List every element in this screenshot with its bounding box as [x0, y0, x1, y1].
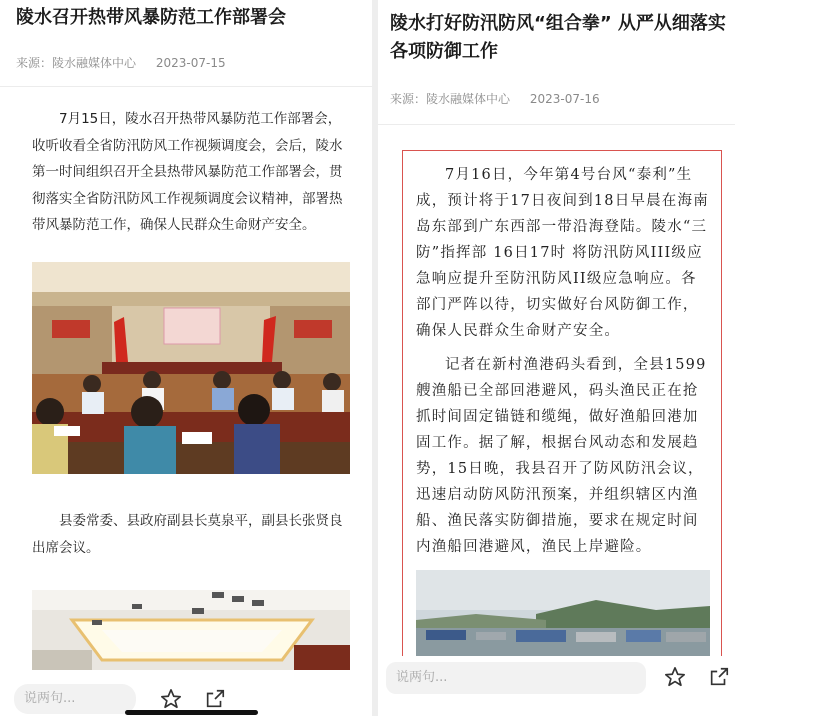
right-article-date: 2023-07-16	[529, 92, 600, 106]
left-article-meta	[16, 54, 242, 71]
right-bottom-bar	[378, 656, 735, 716]
right-article-panel	[378, 0, 735, 716]
meeting-photo	[32, 262, 350, 474]
right-article-source: 来源：陵水融媒体中心	[390, 92, 511, 106]
star-icon[interactable]	[664, 666, 686, 688]
left-paragraph-1: 7月15日，陵水召开热带风暴防范工作部署会，收听收看全省防汛防风工作视频调度会，会后，陵水第一时间组织召开全县热带风暴防范工作部署会，贯彻落实全省防汛防风工作视频调度会议精神，部署热带风暴防范工作，确保人民群众生命财产安全。	[32, 111, 343, 233]
right-article-title: 陵水打好防汛防风“组合拳” 从严从细落实各项防御工作	[390, 13, 726, 62]
harbour-photo	[416, 570, 710, 656]
right-paragraph-2: 记者在新村渔港码头看到，全县1599艘渔船已全部回港避风，码头渔民正在抢抓时间固定锚链和缆绳，做好渔船回港加固工作。据了解，根据台风动态和发展趋势，15日晚，我县召开了防风防汛会议，迅速启动防风防汛预案，并组织辖区内渔船、渔民落实防御措施，要求在规定时间内渔船回港避风，渔民上岸避险。	[416, 357, 707, 555]
share-icon[interactable]	[708, 666, 730, 688]
left-article-title: 陵水召开热带风暴防范工作部署会	[16, 7, 286, 28]
left-article-source: 来源：陵水融媒体中心	[16, 56, 137, 70]
left-divider	[0, 86, 372, 87]
home-indicator[interactable]	[125, 710, 258, 715]
left-comment-input[interactable]: 说两句...	[14, 684, 136, 714]
meeting-room-photo	[32, 590, 350, 680]
share-icon[interactable]	[204, 688, 226, 710]
right-comment-input[interactable]: 说两句...	[386, 662, 646, 694]
right-divider	[378, 124, 735, 125]
left-paragraph-2: 县委常委、县政府副县长莫泉平，副县长张贤良出席会议。	[32, 513, 343, 556]
star-icon[interactable]	[160, 688, 182, 710]
left-article-panel	[0, 0, 372, 716]
right-article-meta	[390, 90, 616, 107]
left-article-date: 2023-07-15	[155, 56, 226, 70]
right-paragraph-1: 7月16日，今年第4号台风“泰利”生成，预计将于17日夜间到18日早晨在海南岛东部到广东西部一带沿海登陆。陵水“三防”指挥部 16日17时 将防汛防风III级应急响应提升至防汛防风II级应急响应。各部门严阵以待，切实做好台风防御工作，确保人民群众生命财产安全。	[416, 167, 709, 339]
